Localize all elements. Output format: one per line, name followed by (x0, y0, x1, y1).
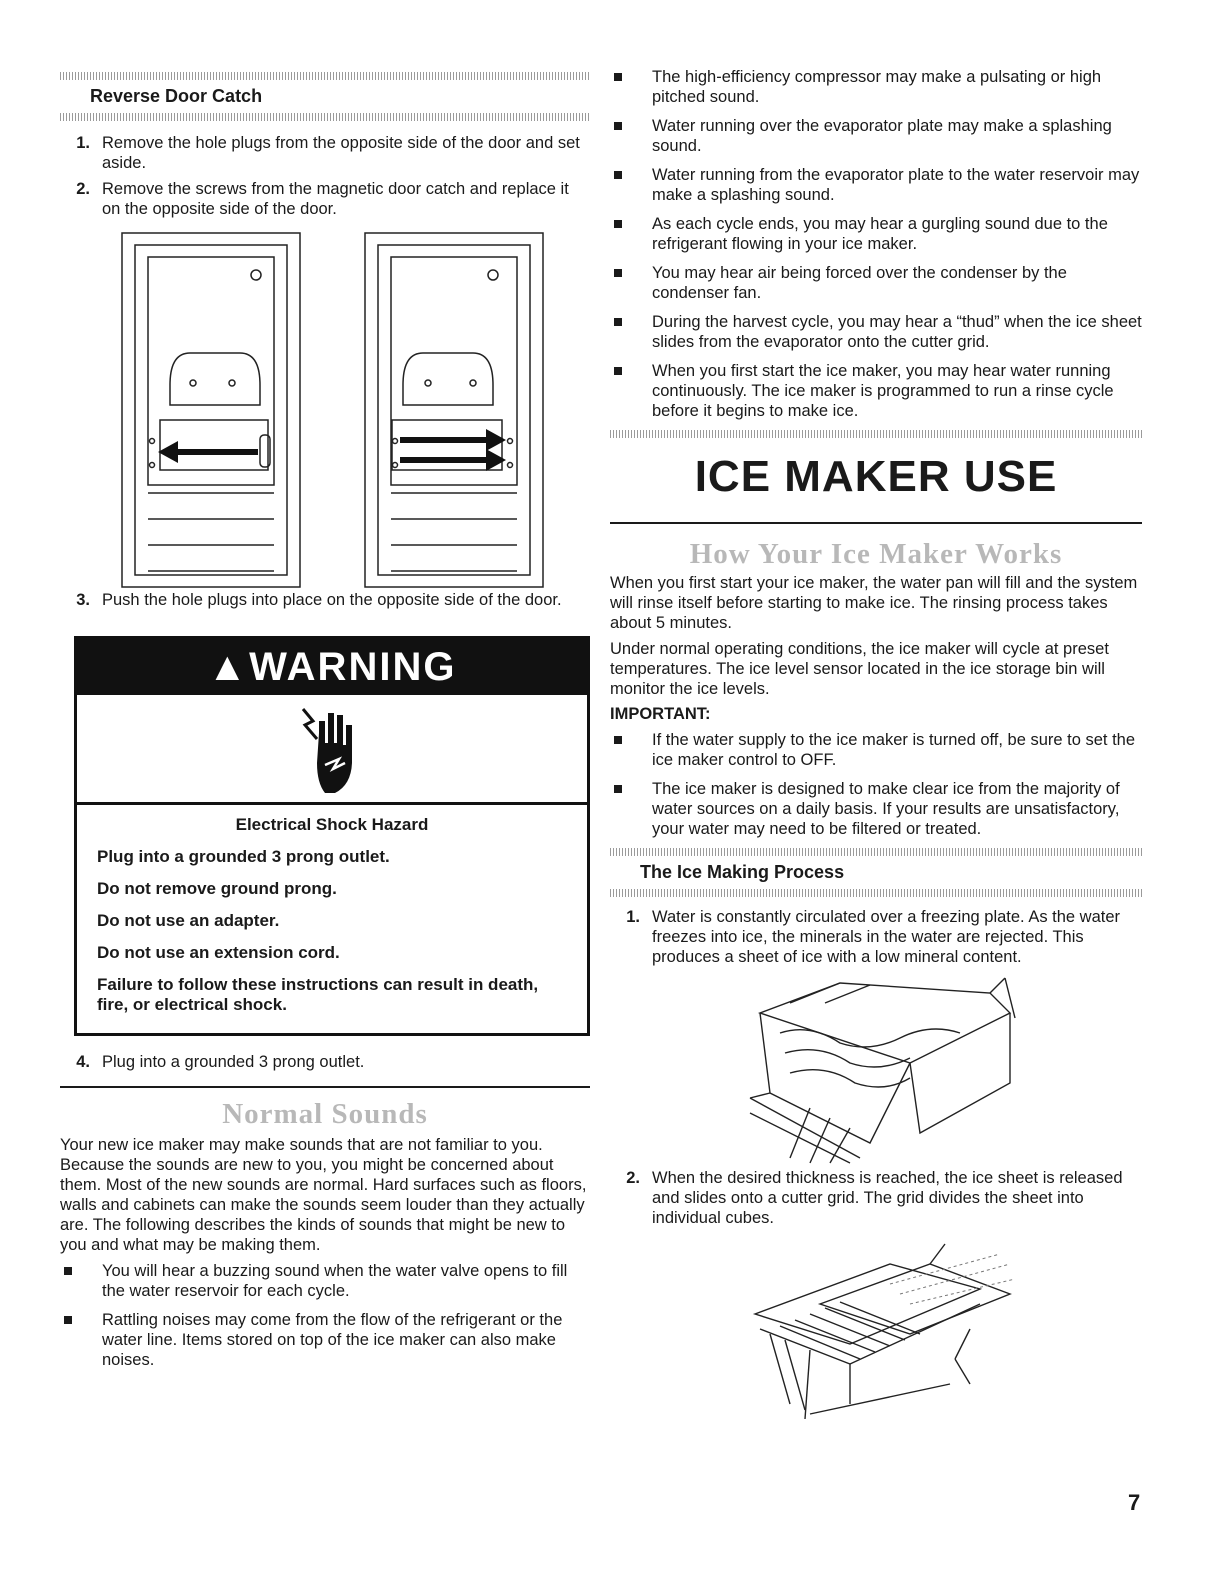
bullet-square-icon (614, 220, 622, 228)
list-item (60, 133, 590, 173)
bullet-square-icon (614, 73, 622, 81)
door-catch-illustration (60, 225, 590, 590)
list-item (610, 165, 1142, 205)
warning-triangle-icon: ▲ (207, 645, 250, 689)
how-it-works-title: How Your Ice Maker Works (689, 537, 1063, 570)
list-item (610, 214, 1142, 254)
bullet-text: If the water supply to the ice maker is turned off, be sure to set the ice maker control to OFF. (652, 730, 1136, 769)
list-item (60, 1052, 590, 1072)
step-text: Plug into a grounded 3 prong outlet. (102, 1053, 365, 1071)
section-divider (610, 430, 1142, 438)
list-item (610, 116, 1142, 156)
bullet-text: During the harvest cycle, you may hear a “thud” when the ice sheet slides from the evaporator onto the cutter grid. (652, 313, 1142, 351)
warning-line: Do not remove ground prong. (97, 879, 337, 898)
warning-line: Failure to follow these instructions can result in death, fire, or electrical shock. (97, 975, 539, 1014)
paragraph: When you first start your ice maker, the water pan will fill and the system will rinse itself before starting to make ice. The rinsing process takes about 5 minutes. (610, 573, 1138, 632)
bullet-text: You may hear air being forced over the condenser by the condenser fan. (652, 264, 1067, 302)
step-number: 4 . (60, 1052, 90, 1072)
warning-box (74, 636, 590, 1036)
door-diagram (60, 225, 590, 590)
bullet-square-icon (614, 367, 622, 375)
step-number: 1 . (60, 133, 90, 153)
bullet-square-icon (64, 1267, 72, 1275)
list-item (60, 1310, 590, 1370)
section-divider (60, 72, 590, 80)
freezing-plate-illustration (610, 973, 1142, 1168)
left-column (60, 0, 590, 1379)
section-rule (60, 1086, 590, 1088)
bullet-text: As each cycle ends, you may hear a gurgling sound due to the refrigerant flowing in your ice maker. (652, 215, 1108, 253)
section-divider (610, 848, 1142, 856)
warning-line: Plug into a grounded 3 prong outlet. (97, 847, 390, 866)
bullet-square-icon (614, 318, 622, 326)
step-number: 3 . (60, 590, 90, 610)
cutter-grid-illustration (610, 1234, 1142, 1424)
section-divider (610, 889, 1142, 897)
bullet-text: Water running over the evaporator plate may make a splashing sound. (652, 117, 1112, 155)
ice-making-process-heading: The Ice Making Process (640, 861, 845, 882)
section-divider (60, 113, 590, 121)
freezing-plate-drawing (610, 973, 1142, 1168)
step-number: 1 . (610, 907, 640, 927)
list-item (610, 1168, 1142, 1228)
electrical-shock-hand-icon (77, 695, 587, 805)
warning-line: Do not use an extension cord. (97, 943, 340, 962)
bullet-text: When you first start the ice maker, you may hear water running continuously. The ice maker is programmed to run a rinse cycle before it begins to make ice. (652, 362, 1114, 420)
list-item (610, 907, 1142, 967)
list-item (610, 263, 1142, 303)
ice-maker-use-title: ICE MAKER USE (694, 452, 1058, 501)
right-column (610, 0, 1142, 1424)
step-number: 2 . (610, 1168, 640, 1188)
section-rule (610, 522, 1142, 524)
warning-hazard-title: Electrical Shock Hazard (235, 815, 429, 834)
paragraph: Under normal operating conditions, the ice maker will cycle at preset temperatures. The ice level sensor located in the ice storage bin will monitor the ice levels. (610, 639, 1109, 698)
warning-label: WARNING (249, 645, 457, 689)
bullet-text: Rattling noises may come from the flow of the refrigerant or the water line. Items stored on top of the ice maker can also make noises. (102, 1310, 563, 1369)
bullet-square-icon (614, 736, 622, 744)
step-text: Remove the hole plugs from the opposite side of the door and set aside. (102, 134, 580, 172)
warning-header (77, 639, 587, 695)
list-item (610, 730, 1142, 770)
bullet-square-icon (614, 171, 622, 179)
bullet-text: Water running from the evaporator plate to the water reservoir may make a splashing sound. (652, 166, 1140, 204)
bullet-text: The ice maker is designed to make clear ice from the majority of water sources on a daily basis. If your results are unsatisfactory, your water may need to be filtered or treated. (652, 779, 1120, 838)
list-item (60, 179, 590, 219)
bullet-text: You will hear a buzzing sound when the water valve opens to fill the water reservoir for each cycle. (102, 1261, 568, 1300)
list-item (60, 590, 590, 610)
important-label: IMPORTANT: (610, 704, 711, 723)
normal-sounds-intro: Your new ice maker may make sounds that are not familiar to you. Because the sounds are new to you, you might be concerned about them. Most of the new sounds are normal. Hard surfaces such as floors, walls and cabinets can make the sounds seem louder than they actually are. The following describes the kinds of sounds that might be new to you and what may be making them. (60, 1135, 587, 1254)
step-text: Water is constantly circulated over a freezing plate. As the water freezes into ice, the minerals in the water are rejected. This produces a sheet of ice with a low mineral content. (652, 907, 1121, 966)
page-number: 7 (1128, 1490, 1141, 1515)
reverse-door-catch-heading: Reverse Door Catch (90, 86, 263, 106)
normal-sounds-title: Normal Sounds (222, 1097, 428, 1130)
step-number: 2 . (60, 179, 90, 199)
step-text: Push the hole plugs into place on the opposite side of the door. (102, 591, 562, 609)
list-item (610, 67, 1142, 107)
list-item (610, 312, 1142, 352)
list-item (60, 1261, 590, 1301)
bullet-text: The high-efficiency compressor may make a pulsating or high pitched sound. (652, 68, 1102, 106)
bullet-square-icon (614, 269, 622, 277)
bullet-square-icon (614, 122, 622, 130)
step-text: Remove the screws from the magnetic door catch and replace it on the opposite side of the door. (102, 180, 569, 218)
bullet-square-icon (614, 785, 622, 793)
cutter-grid-drawing (610, 1234, 1142, 1424)
list-item (610, 361, 1142, 421)
list-item (610, 779, 1142, 839)
step-text: When the desired thickness is reached, the ice sheet is released and slides onto a cutter grid. The grid divides the sheet into individual cubes. (652, 1168, 1123, 1227)
bullet-square-icon (64, 1316, 72, 1324)
warning-line: Do not use an adapter. (97, 911, 280, 930)
